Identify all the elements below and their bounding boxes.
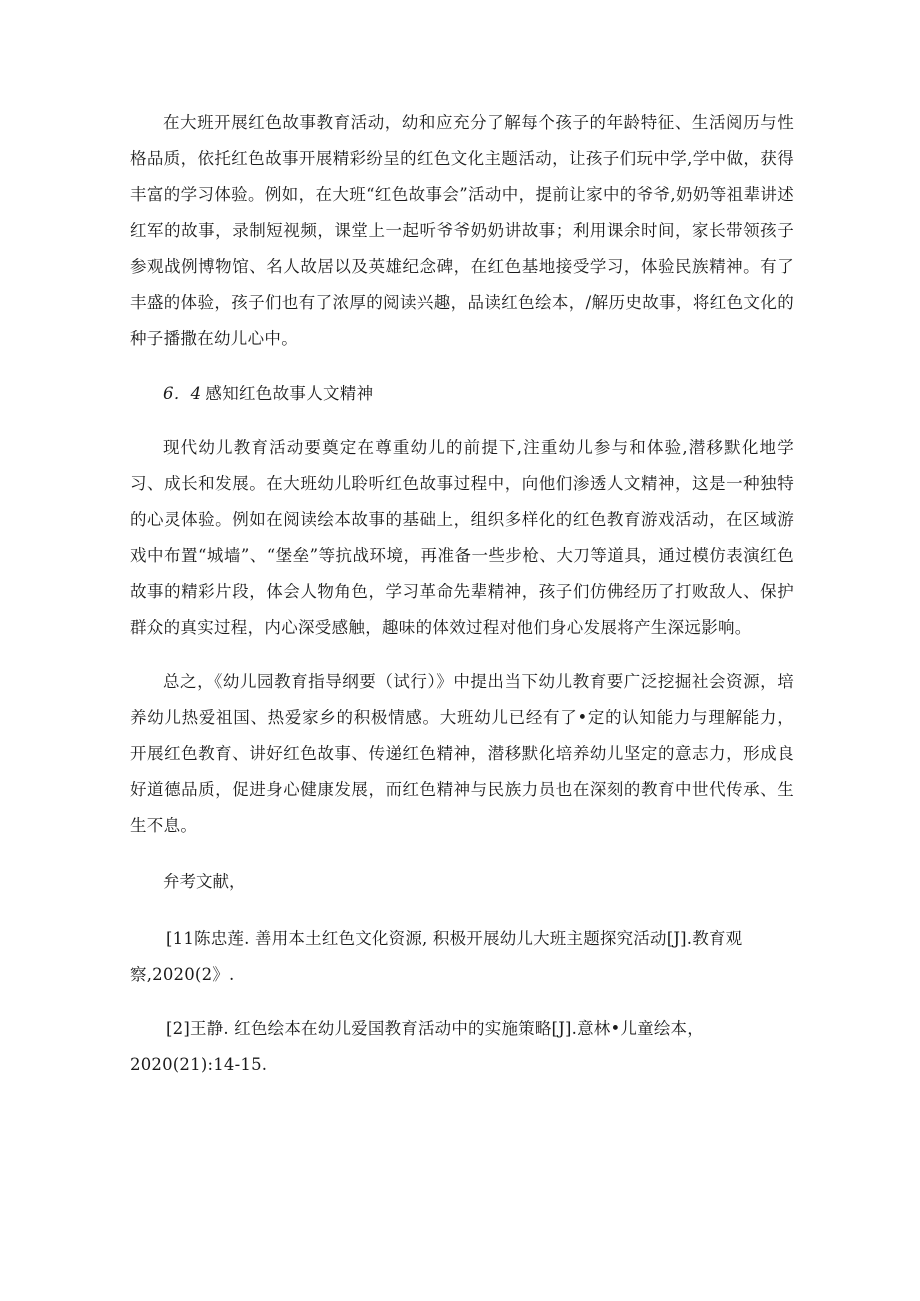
section-heading [163,376,373,412]
references-title: 弁考文献， [163,872,246,891]
section-number: 6．4 [163,384,202,403]
body-paragraph: 在大班开展红色故事教育活动，幼和应充分了解每个孩子的年龄特征、生活阅历与性格品质，依托红色故事开展精彩纷呈的红色文化主题活动，让孩子们玩中学,学中做，获得丰富的学习体验。例如，在大班“红色故事会”活动中，提前让家中的爷爷,奶奶等祖辈讲述红军的故事，录制短视频，课堂上一起听爷爷奶奶讲故事；利用课余时间，家长带领孩子参观战例博物馆、名人故居以及英雄纪念碑，在红色基地接受学习，体验民族精神。有了丰盛的体验，孩子们也有了浓厚的阅读兴趣，品读红色绘本，/解历史故事，将红色文化的种子播撒在幼儿心中。 [130,113,794,348]
reference-item: [11陈忠莲. 善用本土红色文化资源, 积极开展幼儿大班主题探究活动[J].教育观察,2020(2》. [130,929,743,984]
reference-item: [2]王静. 红色绘本在幼儿爱国教育活动中的实施策略[J].意林•儿童绘本，2020(21):14-15. [130,1019,704,1074]
body-paragraph: 现代幼儿教育活动要奠定在尊重幼儿的前提下,注重幼儿参与和体验,潜移默化地学习、成长和发展。在大班幼儿聆听红色故事过程中，向他们渗透人文精神，这是一种独特的心灵体验。例如在阅读绘本故事的基础上，组织多样化的红色教育游戏活动，在区域游戏中布置“城墙”、“堡垒”等抗战环境，再准备一些步枪、大刀等道具，通过模仿表演红色故事的精彩片段，体会人物角色，学习革命先辈精神，孩子们仿佛经历了打败敌人、保护群众的真实过程，内心深受感触，趣味的体效过程对他们身心发展将产生深远影响。 [130,438,794,637]
section-title: 感知红色故事人文精神 [205,384,374,403]
body-paragraph: 总之，《幼儿园教育指导纲要（试行）》中提出当下幼儿教育要广泛挖掘社会资源，培养幼儿热爱祖国、热爱家乡的积极情感。大班幼儿已经有了•定的认知能力与理解能力，开展红色教育、讲好红色故事、传递红色精神，潜移默化培养幼儿坚定的意志力，形成良好道德品质，促进身心健康发展，而红色精神与民族力员也在深刻的教育中世代传承、生生不息。 [130,672,794,835]
